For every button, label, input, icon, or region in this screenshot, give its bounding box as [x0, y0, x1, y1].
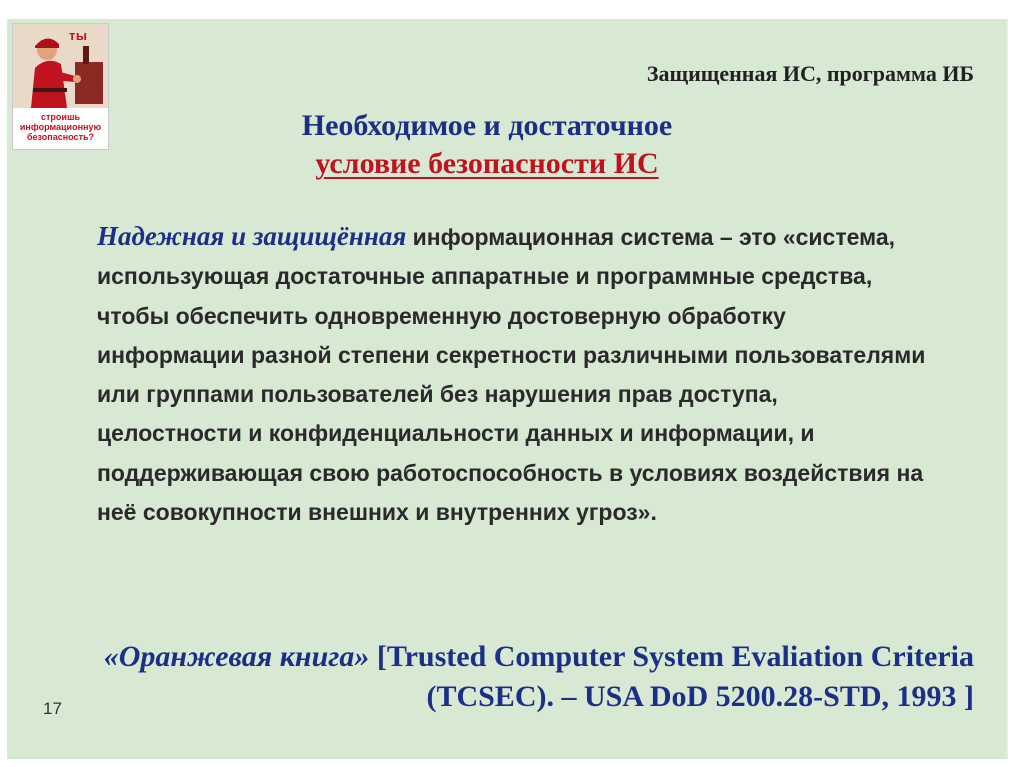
poster-caption: строишь информационную безопасность? — [19, 112, 102, 142]
slide — [7, 19, 1008, 759]
slide-title-line-1: Необходимое и достаточное — [301, 109, 673, 142]
slide-title-line-2 — [7, 147, 967, 181]
citation-reference: [Trusted Computer System Evaliation Criteria (TCSEC). – USA DoD 5200.28-STD, 1993 ] — [376, 640, 974, 713]
definition-lead: Надежная и защищённая — [97, 221, 407, 251]
citation-book: «Оранжевая книга» — [103, 640, 370, 673]
page-number: 17 — [43, 699, 62, 718]
slide-title-line-2-text: условие безопасности ИС — [315, 147, 659, 180]
definition-paragraph — [97, 217, 927, 532]
definition-text: информационная система – это «система, использующая достаточные аппаратные и программные средства, чтобы обеспечить одновременную достоверную обработку информации разной степени секретности различными пользователями или группами пользователей без нарушения прав доступа, целостности и конфиденциальности данных и информации, и поддерживающая свою работоспособность в условиях воздействия на неё совокупности внешних и внутренних угроз». — [97, 224, 926, 526]
poster-top-word: ты — [69, 28, 88, 43]
slide-header: Защищенная ИС, программа ИБ — [646, 61, 974, 86]
citation — [94, 637, 974, 717]
